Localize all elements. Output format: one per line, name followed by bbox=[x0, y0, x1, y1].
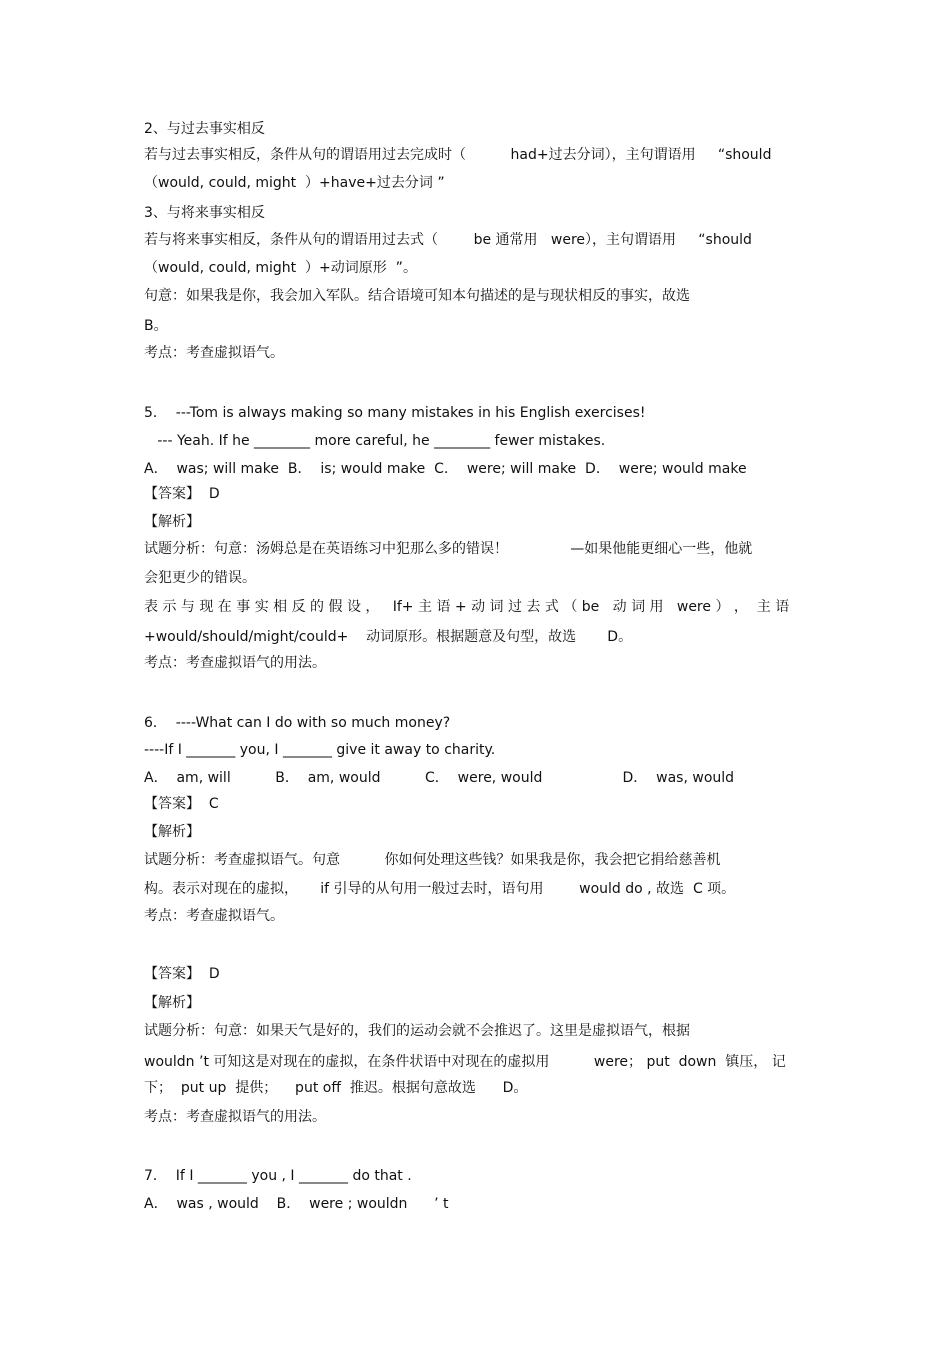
answer-label: 【答案】 D bbox=[144, 486, 220, 502]
question-options: A． was; will make B． is; would make C． were; will make D． were; would make bbox=[144, 461, 747, 477]
analysis-label: 【解析】 bbox=[144, 514, 200, 530]
question-6: 6． ----What can I do with so much money? bbox=[144, 715, 451, 731]
text-line: 若与将来事实相反，条件从句的谓语用过去式（ be 通常用 were），主句谓语用 “should bbox=[144, 232, 752, 248]
analysis-text: +would/should/might/could+ 动词原形。根据题意及句型，故选 D。 bbox=[144, 629, 633, 645]
text-line: B。 bbox=[144, 318, 168, 334]
question-options: A． am, will B． am, would C． were, would D． was, would bbox=[144, 770, 735, 786]
question-7: 7． If I _______ you , I _______ do that . bbox=[144, 1168, 412, 1184]
analysis-text: 表 示 与 现 在 事 实 相 反 的 假 设 ， If+ 主 语 + 动 词 过 去 式 （ be 动 词 用 were ） ， 主 语 bbox=[144, 599, 790, 615]
analysis-text: 构。表示对现在的虚拟， if 引导的从句用一般过去时，语句用 would do , 故选 C 项。 bbox=[144, 881, 736, 897]
topic-note: 考点：考查虚拟语气的用法。 bbox=[144, 655, 326, 671]
question-line: --- Yeah. If he ________ more careful, he ________ fewer mistakes. bbox=[144, 433, 606, 449]
analysis-label: 【解析】 bbox=[144, 824, 200, 840]
topic-note: 考点：考查虚拟语气。 bbox=[144, 908, 284, 924]
analysis-label: 【解析】 bbox=[144, 995, 200, 1011]
question-options: A． was , would B． were ; wouldn ’ t bbox=[144, 1196, 449, 1212]
text-line: （would, could, might ）+动词原形 ”。 bbox=[144, 260, 417, 276]
text-line: （would, could, might ）+have+过去分词 ” bbox=[144, 175, 445, 191]
answer-label: 【答案】 D bbox=[144, 966, 220, 982]
question-line: ----If I _______ you, I _______ give it away to charity. bbox=[144, 742, 496, 758]
analysis-text: wouldn ’t 可知这是对现在的虚拟，在条件状语中对现在的虚拟用 were； put down 镇压， 记 bbox=[144, 1054, 786, 1070]
topic-note: 考点：考查虚拟语气。 bbox=[144, 345, 284, 361]
text-line: 句意：如果我是你，我会加入军队。结合语境可知本句描述的是与现状相反的事实，故选 bbox=[144, 288, 690, 304]
section-heading: 2、与过去事实相反 bbox=[144, 121, 265, 137]
analysis-text: 试题分析：考查虚拟语气。句意 你如何处理这些钱？如果我是你，我会把它捐给慈善机 bbox=[144, 852, 721, 868]
text-line: 若与过去事实相反，条件从句的谓语用过去完成时（ had+过去分词），主句谓语用 “should bbox=[144, 147, 772, 163]
topic-note: 考点：考查虚拟语气的用法。 bbox=[144, 1109, 326, 1125]
analysis-text: 下； put up 提供； put off 推迟。根据句意故选 D。 bbox=[144, 1080, 528, 1096]
section-heading: 3、与将来事实相反 bbox=[144, 205, 265, 221]
analysis-text: 会犯更少的错误。 bbox=[144, 570, 256, 586]
question-5: 5． ---Tom is always making so many mistakes in his English exercises! bbox=[144, 405, 646, 421]
answer-label: 【答案】 C bbox=[144, 796, 219, 812]
analysis-text: 试题分析：句意：汤姆总是在英语练习中犯那么多的错误！ —如果他能更细心一些，他就 bbox=[144, 541, 753, 557]
analysis-text: 试题分析：句意：如果天气是好的，我们的运动会就不会推迟了。这里是虚拟语气，根据 bbox=[144, 1023, 690, 1039]
